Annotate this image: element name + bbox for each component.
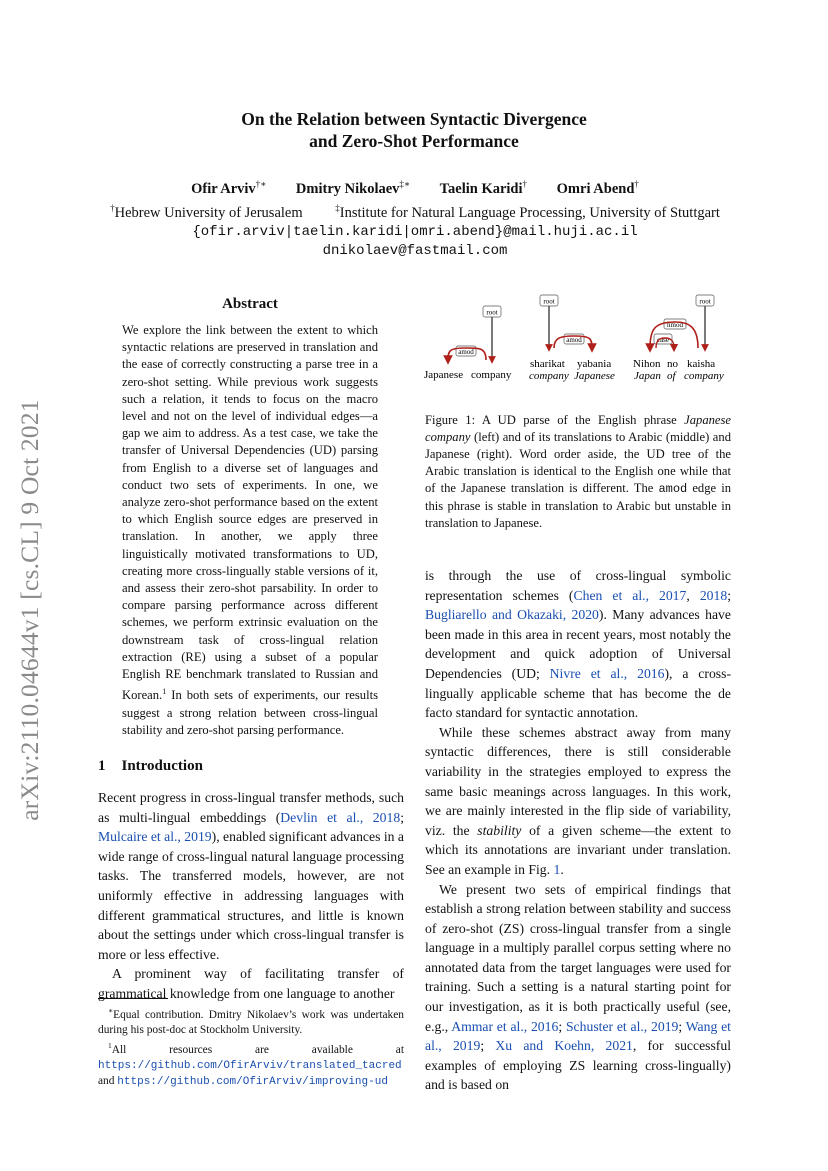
word-kaisha: kaisha bbox=[687, 358, 716, 370]
title-line-1: On the Relation between Syntactic Divergence bbox=[241, 109, 587, 129]
affiliation-1: Hebrew University of Jerusalem bbox=[114, 204, 303, 221]
affiliations: †Hebrew University of Jerusalem ‡Institute for Natural Language Processing, University of Stuttgart bbox=[110, 202, 720, 221]
citation-schuster[interactable]: Schuster et al., 2019 bbox=[565, 1018, 679, 1034]
word-no: no bbox=[667, 358, 678, 370]
word-sharikat: sharikat bbox=[530, 358, 565, 370]
citation-devlin[interactable]: Devlin et al., 2018 bbox=[280, 809, 401, 825]
resource-link-2[interactable]: https://github.com/OfirArviv/improving-ud bbox=[117, 1075, 388, 1088]
intro-paragraph-2: A prominent way of facilitating transfer of grammatical knowledge from one language to another bbox=[98, 966, 404, 1001]
arc-label-case: case bbox=[656, 336, 670, 344]
citation-ammar[interactable]: Ammar et al., 2016 bbox=[451, 1018, 559, 1034]
citation-mulcaire[interactable]: Mulcaire et al., 2019 bbox=[98, 829, 212, 845]
word-company: company bbox=[471, 369, 512, 381]
email-line-2[interactable]: dnikolaev@fastmail.com bbox=[322, 242, 508, 259]
citation-chen-2017[interactable]: Chen et al., 2017 bbox=[573, 587, 687, 603]
resource-link-1[interactable]: https://github.com/OfirArviv/translated_tacred bbox=[98, 1059, 402, 1072]
abstract-heading: Abstract bbox=[222, 296, 278, 312]
title-line-2: and Zero-Shot Performance bbox=[309, 131, 519, 151]
abstract-text-2: In both sets of experiments, our results suggest a strong relation between cross-lingual stability and zero-shot parsing performance. bbox=[122, 688, 378, 737]
citation-chen-2018[interactable]: 2018 bbox=[699, 587, 728, 603]
footnote-rule bbox=[98, 998, 168, 999]
author-block bbox=[60, 175, 770, 261]
figure-1-dependency-trees bbox=[420, 290, 740, 390]
arc-label-root: root bbox=[699, 297, 711, 306]
footnote-2: $^1$All resources are available at https://github.com/OfirArviv/translated_tacred and https://github.com/OfirArviv/improving-ud bbox=[98, 1040, 404, 1088]
gloss-company: company bbox=[529, 370, 569, 382]
tree-japanese bbox=[633, 295, 724, 382]
tree-arabic bbox=[529, 295, 615, 382]
footnotes bbox=[98, 1003, 404, 1090]
author-3: Taelin Karidi† bbox=[439, 179, 528, 197]
figure-ref-1[interactable]: 1 bbox=[553, 861, 561, 877]
affiliation-2: Institute for Natural Language Processing, University of Stuttgart bbox=[339, 204, 720, 221]
footnote-ref-1[interactable]: 1 bbox=[162, 687, 167, 697]
arc-label-root: root bbox=[486, 308, 498, 317]
author-1: Ofir Arviv†∗ bbox=[191, 179, 267, 197]
citation-bugliarello[interactable]: Bugliarello and Okazaki, 2020 bbox=[425, 607, 599, 623]
intro-paragraph-4: While these schemes abstract away from many syntactic differences, there is still considerable variability in the strategies employed to express the same basic meanings across languages. In this work, we are mainly interested in the flip side of variability, viz. the stability of a given scheme—the extent to which its annotations are invariant under translation. See an example in Fig. 1. bbox=[425, 724, 731, 877]
word-nihon: Nihon bbox=[633, 358, 661, 370]
word-japanese: Japanese bbox=[424, 369, 464, 381]
abstract-text: We explore the link between the extent to which syntactic relations are preserved in translation and the ease of correctly constructing a parse tree in a zero-shot setting. While previous work suggests such a relation, it tends to focus on the macro level and not on the level of individual edges—a gap we aim to address. As a test case, we take the transfer of Universal Dependencies (UD) parsing from English to a diverse set of languages and conduct two sets of experiments. In one, we analyze zero-shot performance based on the extent to which English source edges are preserved in translation. In another, we apply three linguistically motivated transformations to UD, creating more cross-lingually stable versions of it, and assess their zero-shot parsability. In order to compare parsing performance across different schemes, we perform extrinsic evaluation on the downstream task of cross-lingual relation extraction (RE) using a subset of a popular English RE benchmark translated to Russian and Korean. bbox=[122, 323, 378, 703]
author-4: Omri Abend† bbox=[556, 179, 639, 197]
author-names bbox=[60, 175, 770, 199]
arc-label-amod: amod bbox=[458, 348, 474, 356]
arc-label-root: root bbox=[543, 297, 555, 306]
gloss-company: company bbox=[684, 370, 724, 382]
arxiv-identifier: arXiv:2110.04644v1 [cs.CL] 9 Oct 2021 bbox=[15, 399, 44, 821]
figure-1-caption: Figure 1: A UD parse of the English phrase Japanese company (left) and of its translations to Arabic (middle) and Japanese (right). Word order aside, the UD tree of the Arabic translation is identical to the English one while that of the Japanese translation is different. The amod edge in this phrase is stable in translation to Arabic but unstable in translation to Japanese. bbox=[425, 413, 731, 530]
gloss-japanese: Japanese bbox=[574, 370, 615, 382]
paper-title bbox=[0, 108, 828, 152]
intro-left-column bbox=[98, 788, 404, 1004]
section-number: 1 bbox=[98, 758, 106, 774]
intro-paragraph-5: We present two sets of empirical findings that establish a strong relation between stability and success of zero-shot (ZS) cross-lingual transfer from a single language in a multiply parallel corpus setting where no annotated data from the target languages were used for training. Such a setting is a natural starting point for our investigation, as it is both practically useful (see, e.g., Ammar et al., 2016; Schuster et al., 2019; Wang et al., 2019; Xu and Koehn, 2021, for successful examples of employing ZS learning cross-lingually) and is based on bbox=[425, 881, 731, 1093]
footnote-1: ∗Equal contribution. Dmitry Nikolaev’s work was undertaken during his post-doc at Stockholm University. bbox=[98, 1006, 404, 1036]
citation-wang[interactable]: Wang et al., 2019 bbox=[425, 1018, 731, 1054]
arc-label-nmod: nmod bbox=[667, 321, 683, 329]
citation-xu-koehn[interactable]: Xu and Koehn, 2021 bbox=[495, 1038, 633, 1054]
intro-paragraph-1: Recent progress in cross-lingual transfer methods, such as multi-lingual embeddings (Devlin et al., 2018; Mulcaire et al., 2019), enabled significant advances in a wide range of cross-lingual natural language processing tasks. The transferred models, however, are not uniformly effective in addressing languages with different grammatical structures, and little is known about the settings under which cross-lingual transfer is more or less effective. bbox=[98, 790, 404, 962]
gloss-japan: Japan bbox=[634, 370, 661, 382]
gloss-of: of bbox=[667, 370, 676, 382]
section-title: Introduction bbox=[121, 758, 203, 774]
arxiv-sidebar bbox=[10, 380, 50, 840]
section-heading-introduction bbox=[98, 758, 203, 775]
word-yabania: yabania bbox=[577, 358, 612, 370]
arc-label-amod: amod bbox=[566, 336, 582, 344]
intro-paragraph-3: is through the use of cross-lingual symbolic representation schemes (Chen et al., 2017, 2018; Bugliarello and Okazaki, 2020). Many advances have been made in this area in recent years, most notably the development and quick adoption of Universal Dependencies (UD; Nivre et al., 2016), a cross-lingually applicable scheme that has become the de facto standard for syntactic annotation. bbox=[425, 568, 732, 721]
citation-nivre[interactable]: Nivre et al., 2016 bbox=[549, 665, 665, 681]
tree-english bbox=[424, 306, 512, 381]
intro-right-column bbox=[425, 566, 731, 1095]
email-line-1[interactable]: {ofir.arviv|taelin.karidi|omri.abend}@mail.huji.ac.il bbox=[192, 223, 638, 240]
author-2: Dmitry Nikolaev‡∗ bbox=[295, 179, 411, 197]
abstract-body bbox=[122, 322, 378, 739]
